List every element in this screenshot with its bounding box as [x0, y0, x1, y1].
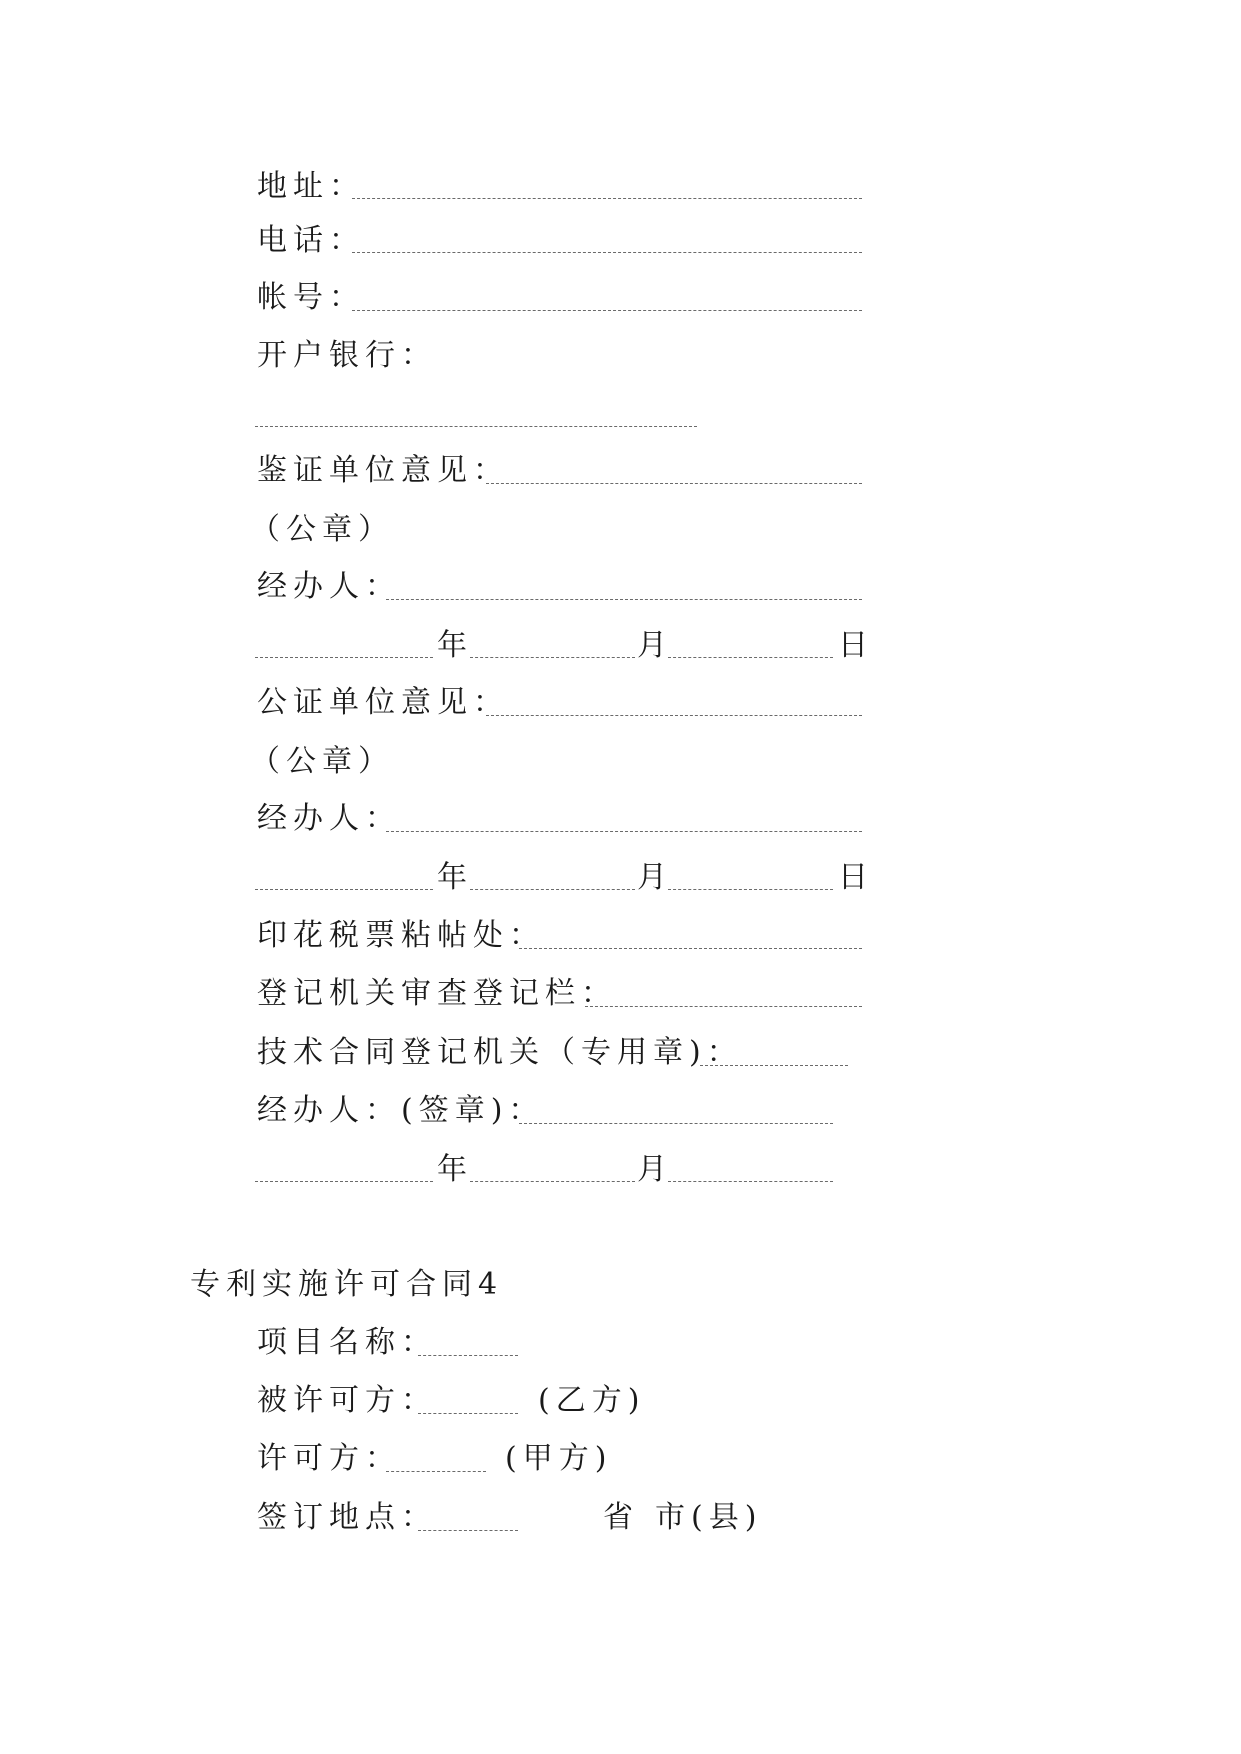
project-name-blank: [418, 1355, 518, 1356]
bank-blank: [255, 426, 697, 427]
phone-label: 电话：: [257, 223, 365, 258]
tech-contract-registry-label: 技术合同登记机关（专用章)：: [257, 1035, 743, 1070]
year-blank: [255, 889, 433, 890]
notary-opinion-label: 公证单位意见：: [257, 685, 509, 720]
day-label: 日: [838, 628, 874, 663]
month-label: 月: [637, 1152, 673, 1187]
year-label: 年: [437, 860, 473, 895]
registry-review-label: 登记机关审查登记栏：: [257, 976, 617, 1011]
licensor-blank: [386, 1471, 486, 1472]
month-blank: [470, 657, 635, 658]
licensee-party: (乙方): [538, 1383, 646, 1418]
project-name-label: 项目名称：: [257, 1325, 437, 1360]
address-label: 地址：: [257, 169, 365, 204]
licensee-blank: [418, 1413, 518, 1414]
handler-blank: [386, 599, 862, 600]
signing-place-blank: [418, 1530, 518, 1531]
seal-label: （公章）: [250, 512, 394, 547]
handler-blank: [386, 831, 862, 832]
licensor-party: (甲方): [505, 1441, 613, 1476]
month-blank: [470, 889, 635, 890]
phone-blank: [352, 252, 862, 253]
handler-label: 经办人：: [257, 569, 401, 604]
stamp-tax-label: 印花税票粘帖处：: [257, 918, 545, 953]
month-trailing-blank: [668, 1181, 833, 1182]
verify-opinion-label: 鉴证单位意见：: [257, 453, 509, 488]
day-blank: [668, 889, 833, 890]
notary-opinion-blank: [486, 715, 862, 716]
registry-review-blank: [585, 1006, 862, 1007]
licensee-label: 被许可方：: [257, 1383, 437, 1418]
handler-label: 经办人：: [257, 801, 401, 836]
address-blank: [352, 198, 862, 199]
tech-contract-registry-blank: [700, 1065, 848, 1066]
verify-opinion-blank: [486, 483, 862, 484]
contract-title: 专利实施许可合同4: [190, 1267, 504, 1302]
bank-label: 开户银行：: [257, 338, 437, 373]
year-blank: [255, 657, 433, 658]
day-label: 日: [838, 860, 874, 895]
handler-sign-label: 经办人：(签章)：: [257, 1093, 545, 1128]
day-blank: [668, 657, 833, 658]
city-county-label: 市(县): [655, 1500, 763, 1535]
licensor-label: 许可方：: [257, 1441, 401, 1476]
account-label: 帐号：: [257, 280, 365, 315]
province-label: 省: [603, 1500, 639, 1535]
seal-label: （公章）: [250, 744, 394, 779]
year-label: 年: [437, 628, 473, 663]
month-blank: [470, 1181, 635, 1182]
month-label: 月: [637, 628, 673, 663]
signing-place-label: 签订地点：: [257, 1500, 437, 1535]
year-blank: [255, 1181, 433, 1182]
account-blank: [352, 310, 862, 311]
month-label: 月: [637, 860, 673, 895]
year-label: 年: [437, 1152, 473, 1187]
stamp-tax-blank: [519, 948, 862, 949]
handler-sign-blank: [519, 1123, 833, 1124]
